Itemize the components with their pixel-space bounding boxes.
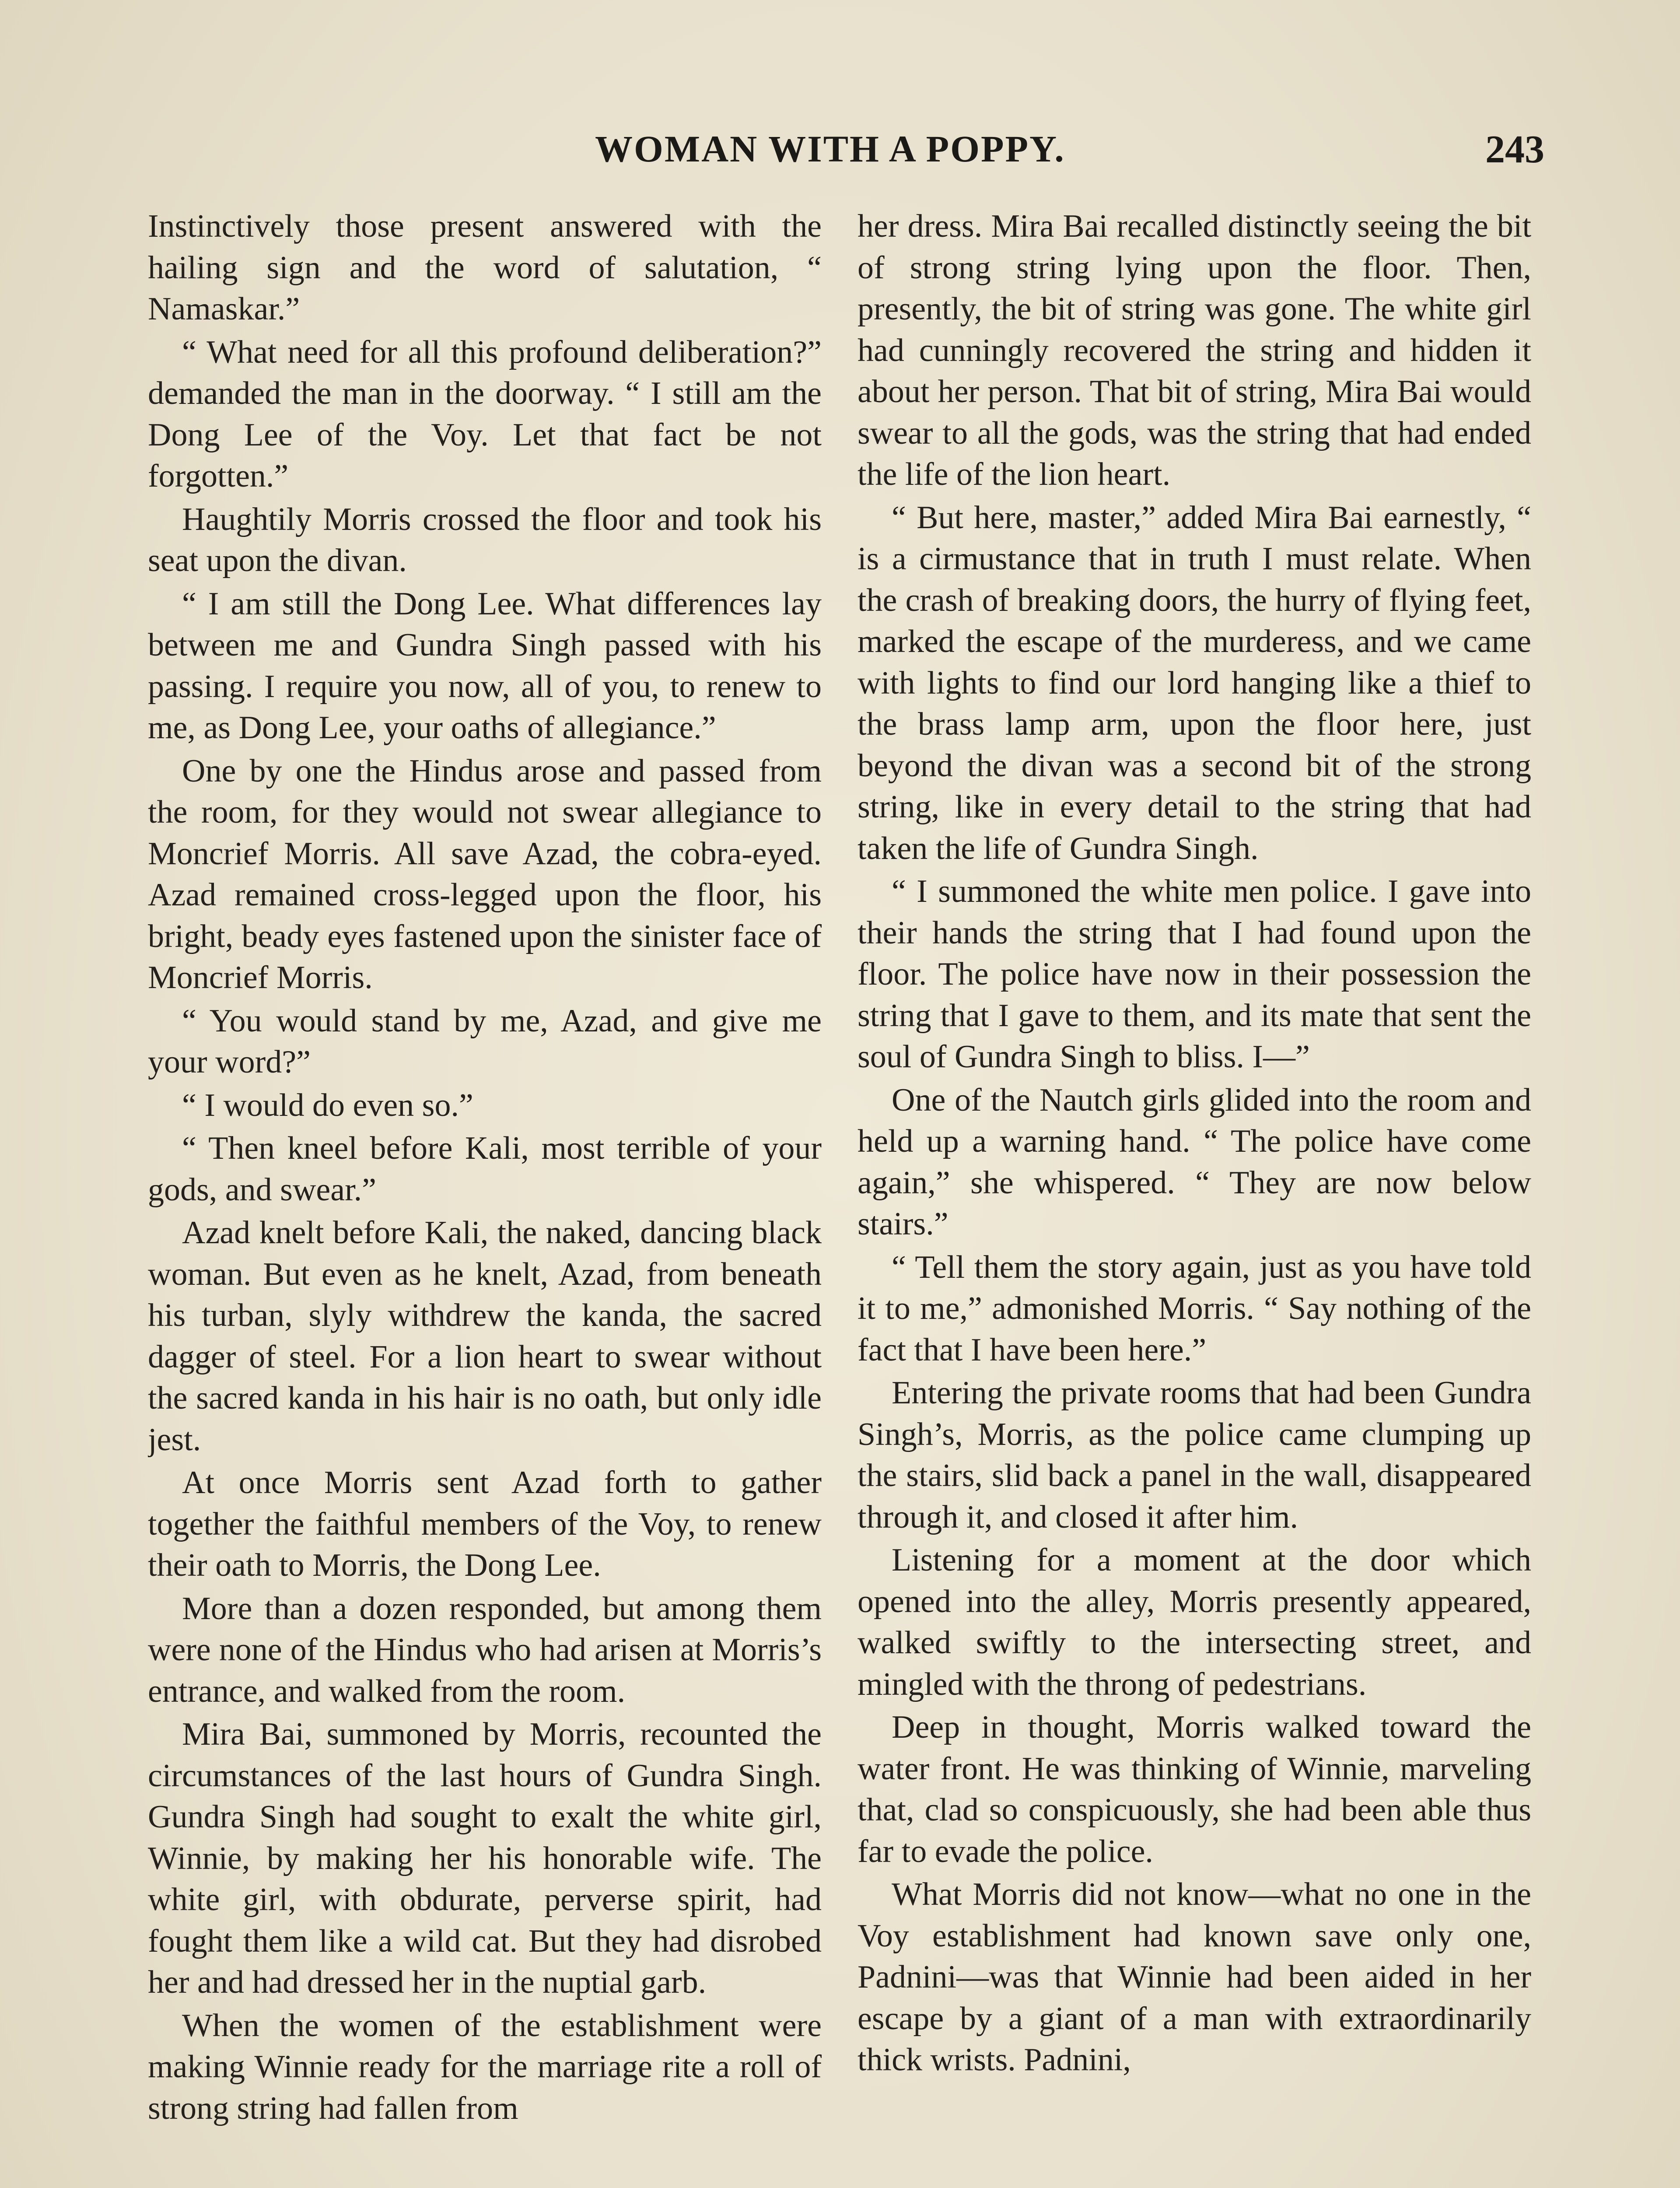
left-column [148,206,822,2188]
paragraph: her dress. Mira Bai recalled distinctly seeing the bit of strong string lying upon the floor. Then, presently, the bit of string was gone. The white girl had cunningly recovered the string and hidden it about her person. That bit of string, Mira Bai would swear to all the gods, was the string that had ended the life of the lion heart. [858,208,1531,492]
paragraph: “ I summoned the white men police. I gave into their hands the string that I had found upon the floor. The police have now in their possession the string that I gave to them, and its mate that sent the soul of Gundra Singh to bliss. I—” [858,873,1531,1075]
paragraph: “ What need for all this profound deliberation?” demanded the man in the doorway. “ I still am the Dong Lee of the Voy. Let that fact be not forgotten.” [148,334,822,494]
paragraph: One of the Nautch girls glided into the room and held up a warning hand. “ The police have come again,” she whispered. “ They are now below stairs.” [858,1082,1531,1242]
paragraph: More than a dozen responded, but among them were none of the Hindus who had arisen at Morris’s entrance, and walked from the room. [148,1590,822,1709]
paragraph: One by one the Hindus arose and passed from the room, for they would not swear allegiance to Moncrief Morris. All save Azad, the cobra-eyed. Azad remained cross-legged upon the floor, his bright, beady eyes fastened upon the sinister face of Moncrief Morris. [148,753,822,996]
paragraph: At once Morris sent Azad forth to gather together the faithful members of the Voy, to renew their oath to Morris, the Dong Lee. [148,1465,822,1583]
paragraph: Deep in thought, Morris walked toward the water front. He was thinking of Winnie, marveling that, clad so conspicuously, she had been able thus far to evade the police. [858,1709,1531,1869]
paragraph: Instinctively those present answered with the hailing sign and the word of salutation, “ Namaskar.” [148,208,822,327]
paragraph: “ Then kneel before Kali, most terrible of your gods, and swear.” [148,1130,822,1208]
paragraph: What Morris did not know—what no one in the Voy establishment had known save only one, Padnini—was that Winnie had been aided in her escape by a giant of a man with extraordinarily thick wrists. Padnini, [858,1876,1531,2078]
running-title: WOMAN WITH A POPPY. [595,128,1065,170]
paragraph: Mira Bai, summoned by Morris, recounted the circumstances of the last hours of Gundra Singh. Gundra Singh had sought to exalt the white girl, Winnie, by making her his honorable wife. The white girl, with obdurate, perverse spirit, had fought them like a wild cat. But they had disrobed her and had dressed her in the nuptial garb. [148,1716,822,2000]
paragraph: “ You would stand by me, Azad, and give me your word?” [148,1003,822,1080]
right-column [858,206,1531,2188]
paragraph: “ I am still the Dong Lee. What differences lay between me and Gundra Singh passed with his passing. I require you now, all of you, to renew to me, as Dong Lee, your oaths of allegiance.” [148,586,822,746]
paragraph: When the women of the establishment were making Winnie ready for the marriage rite a roll of strong string had fallen from [148,2007,822,2126]
paragraph: “ Tell them the story again, just as you have told it to me,” admonished Morris. “ Say nothing of the fact that I have been here.” [858,1249,1531,1368]
paragraph: Azad knelt before Kali, the naked, dancing black woman. But even as he knelt, Azad, from beneath his turban, slyly withdrew the kanda, the sacred dagger of steel. For a lion heart to swear without the sacred kanda in his hair is no oath, but only idle jest. [148,1215,822,1458]
paragraph: Haughtily Morris crossed the floor and took his seat upon the divan. [148,501,822,579]
paragraph: “ I would do even so.” [182,1087,473,1123]
page-number: 243 [1485,128,1544,171]
paragraph: “ But here, master,” added Mira Bai earnestly, “ is a cirmustance that in truth I must relate. When the crash of breaking doors, the hurry of flying feet, marked the escape of the murderess, and we came with lights to find our lord hanging like a thief to the brass lamp arm, upon the floor here, just beyond the divan was a second bit of the strong string, like in every detail to the string that had taken the life of Gundra Singh. [858,499,1531,866]
paragraph: Entering the private rooms that had been Gundra Singh’s, Morris, as the police came clumping up the stairs, slid back a panel in the wall, disappeared through it, and closed it after him. [858,1375,1531,1535]
paragraph: Listening for a moment at the door which opened into the alley, Morris presently appeared, walked swiftly to the intersecting street, and mingled with the throng of pedestrians. [858,1542,1531,1702]
page-header [144,127,1544,175]
